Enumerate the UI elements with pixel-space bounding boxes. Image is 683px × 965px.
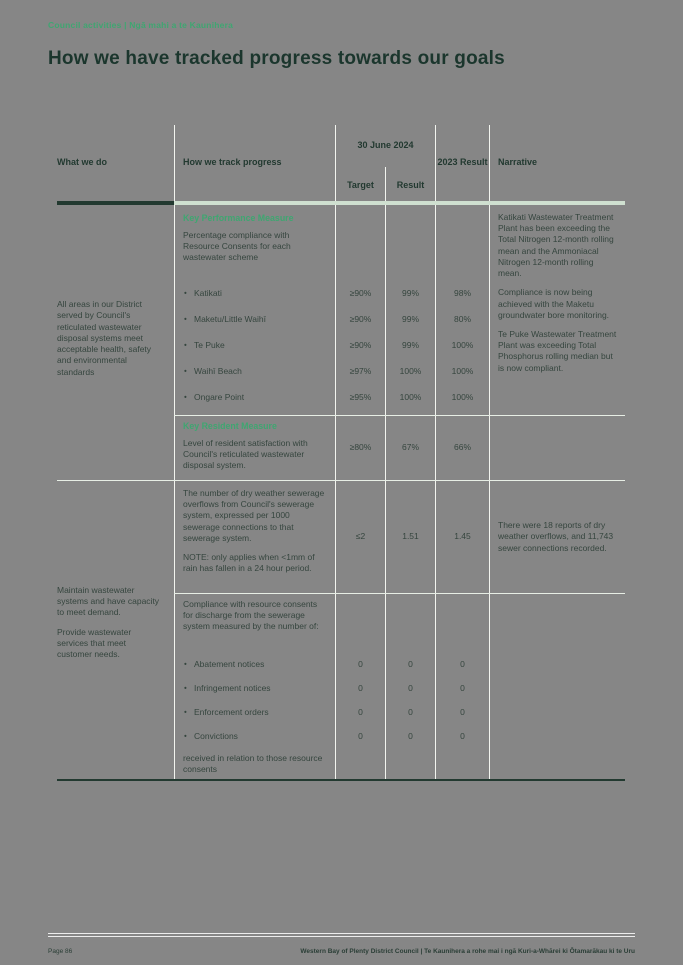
scheme-katikati-prev: 98%	[435, 281, 489, 307]
kpm-heading: Key Performance Measure	[183, 213, 294, 223]
header-june-2024: 30 June 2024	[357, 140, 414, 151]
scheme-te-puke-result: 99%	[385, 333, 435, 359]
resident-prev: 66%	[435, 416, 489, 480]
goal-2b-text: Provide wastewater services that meet customer needs.	[57, 626, 132, 660]
header-2023-result: 2023 Result	[435, 125, 489, 201]
consents-convictions-target: 0	[335, 725, 385, 749]
consents-infringement-result: 0	[385, 677, 435, 701]
header-what-we-do: What we do	[57, 157, 107, 168]
overflows-prev: 1.45	[435, 481, 489, 593]
consents-narrative-empty	[489, 594, 625, 779]
page-title: How we have tracked progress towards our goals	[48, 48, 505, 69]
overflows-description: The number of dry weather sewerage overflows from Council's sewerage system, expressed per 1000 sewerage connections to that sewerage system.	[183, 488, 325, 543]
what-we-do-goal-2	[57, 481, 174, 779]
consents-convictions-prev: 0	[435, 725, 489, 749]
kpm-description: Percentage compliance with Resource Consents for each wastewater scheme	[183, 229, 291, 263]
scheme-katikati-target: ≥90%	[335, 281, 385, 307]
goal-1-text: All areas in our District served by Council's reticulated wastewater disposal systems meet acceptable health, safety and environmental standards	[57, 299, 152, 377]
scheme-te-puke-prev: 100%	[435, 333, 489, 359]
scheme-katikati: • Katikati	[174, 281, 335, 307]
scheme-te-puke-target: ≥90%	[335, 333, 385, 359]
scheme-maketu-result: 99%	[385, 307, 435, 333]
goal-2a-text: Maintain wastewater systems and have capacity to meet demand.	[57, 585, 160, 618]
table-bottom-rule	[57, 779, 625, 781]
overflows-narrative-text: There were 18 reports of dry weather overflows, and 11,743 sewer connections recorded.	[498, 520, 614, 553]
progress-table	[57, 125, 625, 781]
consents-convictions-result: 0	[385, 725, 435, 749]
consents-infringement-prev: 0	[435, 677, 489, 701]
scheme-maketu-target: ≥90%	[335, 307, 385, 333]
council-byline: Western Bay of Plenty District Council | Te Kaunihera a rohe mai i ngā Kuri-a-Whārei ki Ōtamarākau ki te Uru	[300, 948, 635, 955]
scheme-te-puke: • Te Puke	[174, 333, 335, 359]
consents-description: Compliance with resource consents for discharge from the sewerage system measured by the number of:	[183, 599, 319, 632]
consents-infringement: • Infringement notices	[174, 677, 335, 701]
consents-enforcement: • Enforcement orders	[174, 701, 335, 725]
scheme-ongare-point-prev: 100%	[435, 385, 489, 411]
scheme-maketu-prev: 80%	[435, 307, 489, 333]
consents-abatement-target: 0	[335, 653, 385, 677]
overflows-note: NOTE: only applies when <1mm of rain has fallen in a 24 hour period.	[183, 552, 315, 574]
scheme-waihi-beach-result: 100%	[385, 359, 435, 385]
kpm-narrative-p2: Compliance is now being achieved with the Maketu groundwater bore monitoring.	[498, 287, 610, 320]
section-eyebrow: Council activities | Ngā mahi a te Kaunihera	[48, 20, 234, 30]
overflows-measure-cell	[174, 481, 335, 593]
resident-target: ≥80%	[335, 416, 385, 480]
consents-infringement-target: 0	[335, 677, 385, 701]
kpm-narrative-p3: Te Puke Wastewater Treatment Plant was exceeding Total Phosphorus rolling median but is now compliant.	[498, 328, 617, 373]
overflows-narrative	[489, 481, 625, 593]
scheme-waihi-beach-target: ≥97%	[335, 359, 385, 385]
header-how-we-track: How we track progress	[174, 125, 335, 201]
consents-footer-cell	[174, 749, 335, 779]
what-we-do-goal-1	[57, 205, 174, 480]
page-footer	[48, 948, 635, 955]
header-narrative: Narrative	[489, 125, 625, 201]
scheme-katikati-result: 99%	[385, 281, 435, 307]
header-june-2024-group	[335, 125, 435, 201]
overflows-target: ≤2	[335, 481, 385, 593]
consents-footer-text: received in relation to those resource consents	[183, 753, 323, 775]
kpm-narrative-p1: Katikati Wastewater Treatment Plant has been exceeding the Total Nitrogen 12-month rolling mean and the Ammoniacal Nitrogen 12-month rolling mean.	[498, 212, 614, 279]
header-target: Target	[347, 180, 374, 191]
scheme-maketu: • Maketu/Little Waihī	[174, 307, 335, 333]
scheme-ongare-point-target: ≥95%	[335, 385, 385, 411]
kpm-measure-cell	[174, 205, 335, 281]
resident-result: 67%	[385, 416, 435, 480]
scheme-ongare-point-result: 100%	[385, 385, 435, 411]
scheme-waihi-beach: • Waihī Beach	[174, 359, 335, 385]
consents-abatement: • Abatement notices	[174, 653, 335, 677]
consents-enforcement-result: 0	[385, 701, 435, 725]
consents-enforcement-prev: 0	[435, 701, 489, 725]
resident-measure-cell	[174, 416, 335, 480]
consents-abatement-result: 0	[385, 653, 435, 677]
consents-measure-cell	[174, 594, 335, 653]
consents-abatement-prev: 0	[435, 653, 489, 677]
consents-enforcement-target: 0	[335, 701, 385, 725]
scheme-waihi-beach-prev: 100%	[435, 359, 489, 385]
scheme-ongare-point: • Ongare Point	[174, 385, 335, 411]
resident-description: Level of resident satisfaction with Council's reticulated wastewater disposal system.	[183, 437, 308, 471]
footer-rule	[48, 933, 635, 937]
overflows-result: 1.51	[385, 481, 435, 593]
header-result: Result	[385, 167, 435, 201]
consents-convictions: • Convictions	[174, 725, 335, 749]
page-number: Page 86	[48, 948, 73, 955]
kpm-narrative	[489, 205, 625, 415]
resident-heading: Key Resident Measure	[183, 421, 277, 431]
